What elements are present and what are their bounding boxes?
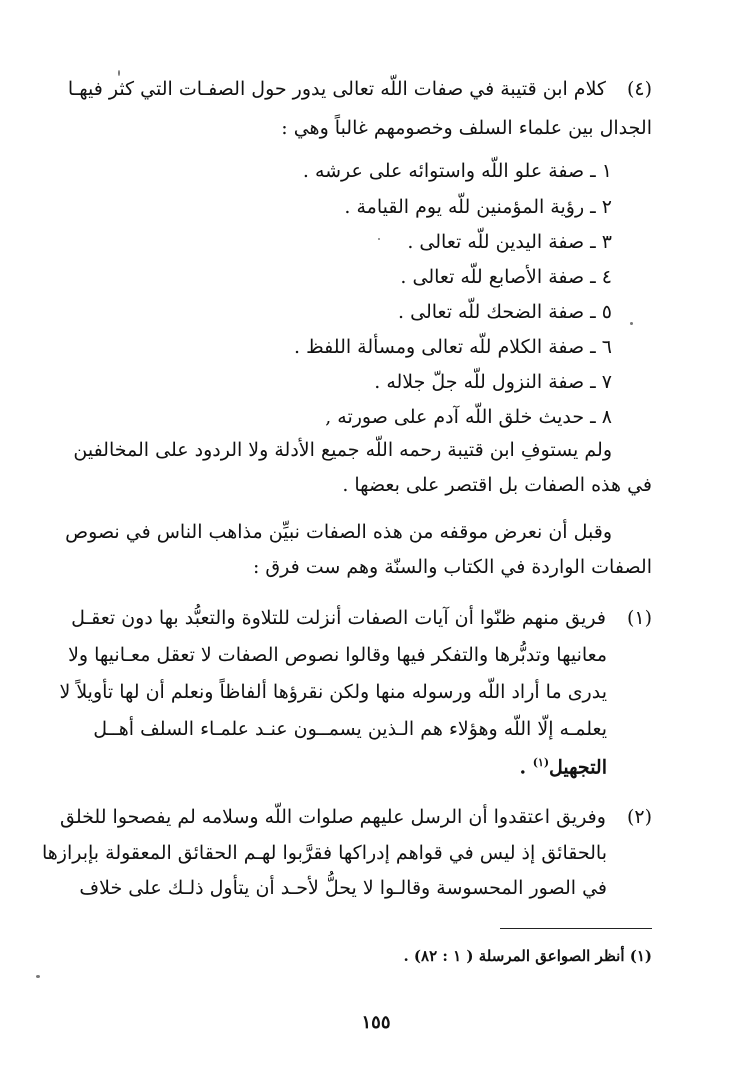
group1-term: التجهيل xyxy=(549,756,607,779)
footnote: (١) أنظر الصواعق المرسلة ( ١ : ٨٢) . xyxy=(403,947,652,965)
attribute-item: ٢ ـ رؤية المؤمنين للّه يوم القيامة . xyxy=(344,196,612,218)
intro-line-2: الجدال بين علماء السلف وخصومهم غالباً وهي : xyxy=(281,117,652,139)
attribute-item: ٣ ـ صفة اليدين للّه تعالى . xyxy=(407,231,612,253)
attribute-item: ٤ ـ صفة الأصابع للّه تعالى . xyxy=(400,266,612,288)
group2-number: (٢) xyxy=(626,806,652,828)
scan-speck xyxy=(118,70,120,76)
footnote-divider xyxy=(500,928,652,929)
intro-text-1: كلام ابن قتيبة في صفات اللّه تعالى يدور حول الصفـات التي كثر فيهـا xyxy=(67,78,606,100)
attribute-item: ٧ ـ صفة النزول للّه جلّ جلاله . xyxy=(374,371,612,393)
para2-line-1 xyxy=(65,517,652,547)
footnote-ref: (١) xyxy=(532,756,550,769)
group1-line-4: يعلمـه إلّا اللّه وهؤلاء هم الـذين يسمــون عنـد علمـاء السلف أهــل xyxy=(93,718,607,740)
group2-text-1: وفريق اعتقدوا أن الرسل عليهم صلوات اللّه وسلامه لم يفصحوا للخلق xyxy=(60,806,606,828)
intro-line-1 xyxy=(67,74,652,104)
group1-line-2: معانيها وتدبُّرها والتفكر فيها وقالوا نصوص الصفات لا تعقل معـانيها ولا xyxy=(68,644,607,666)
para2-line-2: الصفات الواردة في الكتاب والسنّة وهم ست فرق : xyxy=(252,556,652,578)
scan-speck xyxy=(36,975,40,978)
para2-text-1: وقبل أن نعرض موقفه من هذه الصفات نبيِّن مذاهب الناس في نصوص xyxy=(65,521,612,543)
group1-text-1: فريق منهم ظنّوا أن آيات الصفات أنزلت للتلاوة والتعبُّد بها دون تعقـل xyxy=(71,607,606,629)
attribute-item: ١ ـ صفة علو اللّه واستوائه على عرشه . xyxy=(302,160,612,182)
group1-line-1 xyxy=(71,603,652,633)
attribute-item: ٨ ـ حديث خلق اللّه آدم على صورته , xyxy=(325,406,612,428)
group1-line-3: يدرى ما أراد اللّه ورسوله منها ولكن نقرؤها ألفاظاً ونعلم أن لها تأويلاً لا xyxy=(59,681,607,703)
page-number: ١٥٥ xyxy=(361,1012,391,1033)
group1-end: . xyxy=(519,756,533,779)
group2-line-1 xyxy=(60,802,652,832)
para1-text-1: ولم يستوفِ ابن قتيبة رحمه اللّه جميع الأدلة ولا الردود على المخالفين xyxy=(73,439,612,461)
para1-line-2: في هذه الصفات بل اقتصر على بعضها . xyxy=(342,474,652,496)
attribute-item: ٦ ـ صفة الكلام للّه تعالى ومسألة اللفظ . xyxy=(294,336,612,358)
scan-speck xyxy=(378,238,380,240)
group2-line-2: بالحقائق إذ ليس في قواهم إدراكها فقرَّبوا لهـم الحقائق المعقولة بإبرازها xyxy=(41,842,607,864)
attribute-item: ٥ ـ صفة الضحك للّه تعالى . xyxy=(398,301,612,323)
para1-line-1 xyxy=(73,435,652,465)
scan-speck xyxy=(630,322,633,325)
group2-line-3: في الصور المحسوسة وقالـوا لا يحلُّ لأحـد أن يتأول ذلـك على خلاف xyxy=(79,877,607,899)
group1-number: (١) xyxy=(626,607,652,629)
group1-line-5 xyxy=(108,748,607,782)
intro-number: (٤) xyxy=(626,78,652,100)
